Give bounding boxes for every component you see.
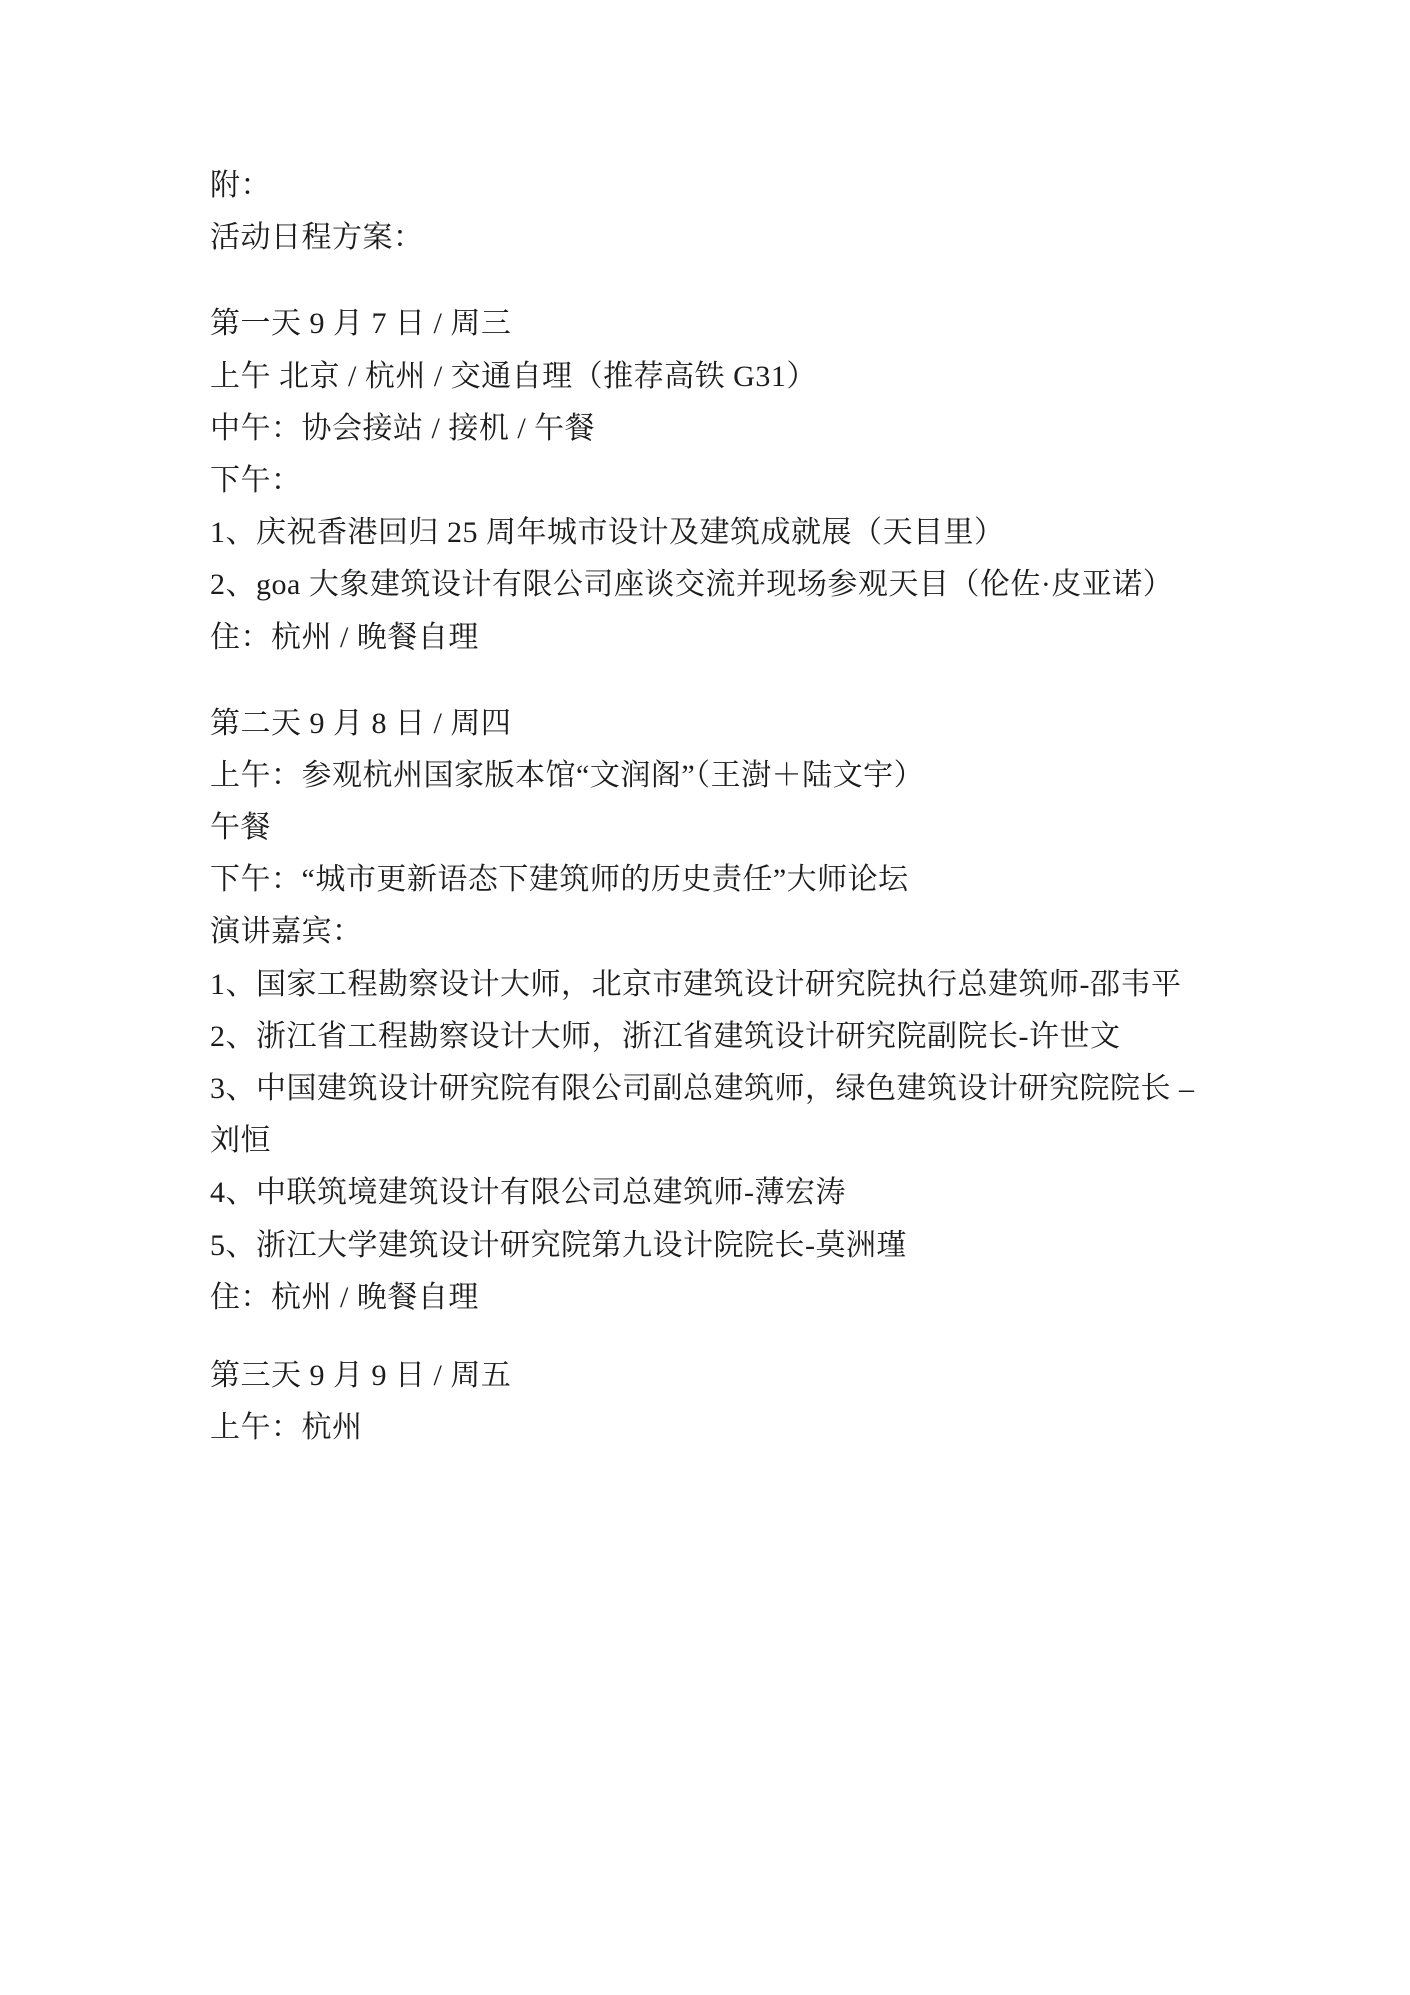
spacer: [210, 264, 1225, 298]
day2-block: [210, 698, 1225, 1324]
day2-line-lunch: 午餐: [210, 811, 271, 845]
day1-line-morning: 上午 北京 / 杭州 / 交通自理（推荐高铁 G31）: [210, 359, 817, 393]
day2-speaker-1: 1、国家工程勘察设计大师，北京市建筑设计研究院执行总建筑师-邵韦平: [210, 967, 1182, 1001]
spacer: [210, 664, 1225, 698]
heading-line-attachment: 附：: [210, 169, 271, 202]
day1-item-1: 1、庆祝香港回归 25 周年城市设计及建筑成就展（天目里）: [210, 516, 1005, 550]
document-body: [210, 160, 1225, 1454]
day2-speaker-5: 5、浙江大学建筑设计研究院第九设计院院长-莫洲瑾: [210, 1228, 907, 1262]
day1-item-2: 2、goa 大象建筑设计有限公司座谈交流并现场参观天目（伦佐·皮亚诺）: [210, 568, 1174, 602]
day2-line-morning: 上午：参观杭州国家版本馆“文润阁”（王澍＋陆文宇）: [210, 758, 925, 792]
day1-line-lodging: 住：杭州 / 晚餐自理: [210, 620, 479, 654]
day1-block: [210, 298, 1225, 663]
day1-line-noon: 中午：协会接站 / 接机 / 午餐: [210, 411, 596, 445]
day1-line-afternoon-label: 下午：: [210, 463, 302, 497]
day2-speaker-4: 4、中联筑境建筑设计有限公司总建筑师-薄宏涛: [210, 1176, 846, 1210]
day2-line-lodging: 住：杭州 / 晚餐自理: [210, 1280, 479, 1314]
day2-speaker-2: 2、浙江省工程勘察设计大师，浙江省建筑设计研究院副院长-许世文: [210, 1019, 1121, 1053]
day1-title: 第一天 9 月 7 日 / 周三: [210, 307, 512, 341]
heading-block: [210, 160, 1225, 264]
day3-block: [210, 1350, 1225, 1454]
heading-line-schedule: 活动日程方案：: [210, 221, 424, 255]
spacer: [210, 1324, 1225, 1350]
day2-line-forum: 下午：“城市更新语态下建筑师的历史责任”大师论坛: [210, 863, 909, 897]
day3-title: 第三天 9 月 9 日 / 周五: [210, 1358, 512, 1392]
day2-speaker-3: 3、中国建筑设计研究院有限公司副总建筑师，绿色建筑设计研究院院长 – 刘恒: [210, 1072, 1203, 1158]
day3-line-morning: 上午：杭州: [210, 1411, 363, 1445]
day2-line-speakers-label: 演讲嘉宾：: [210, 915, 363, 949]
day2-title: 第二天 9 月 8 日 / 周四: [210, 706, 512, 740]
